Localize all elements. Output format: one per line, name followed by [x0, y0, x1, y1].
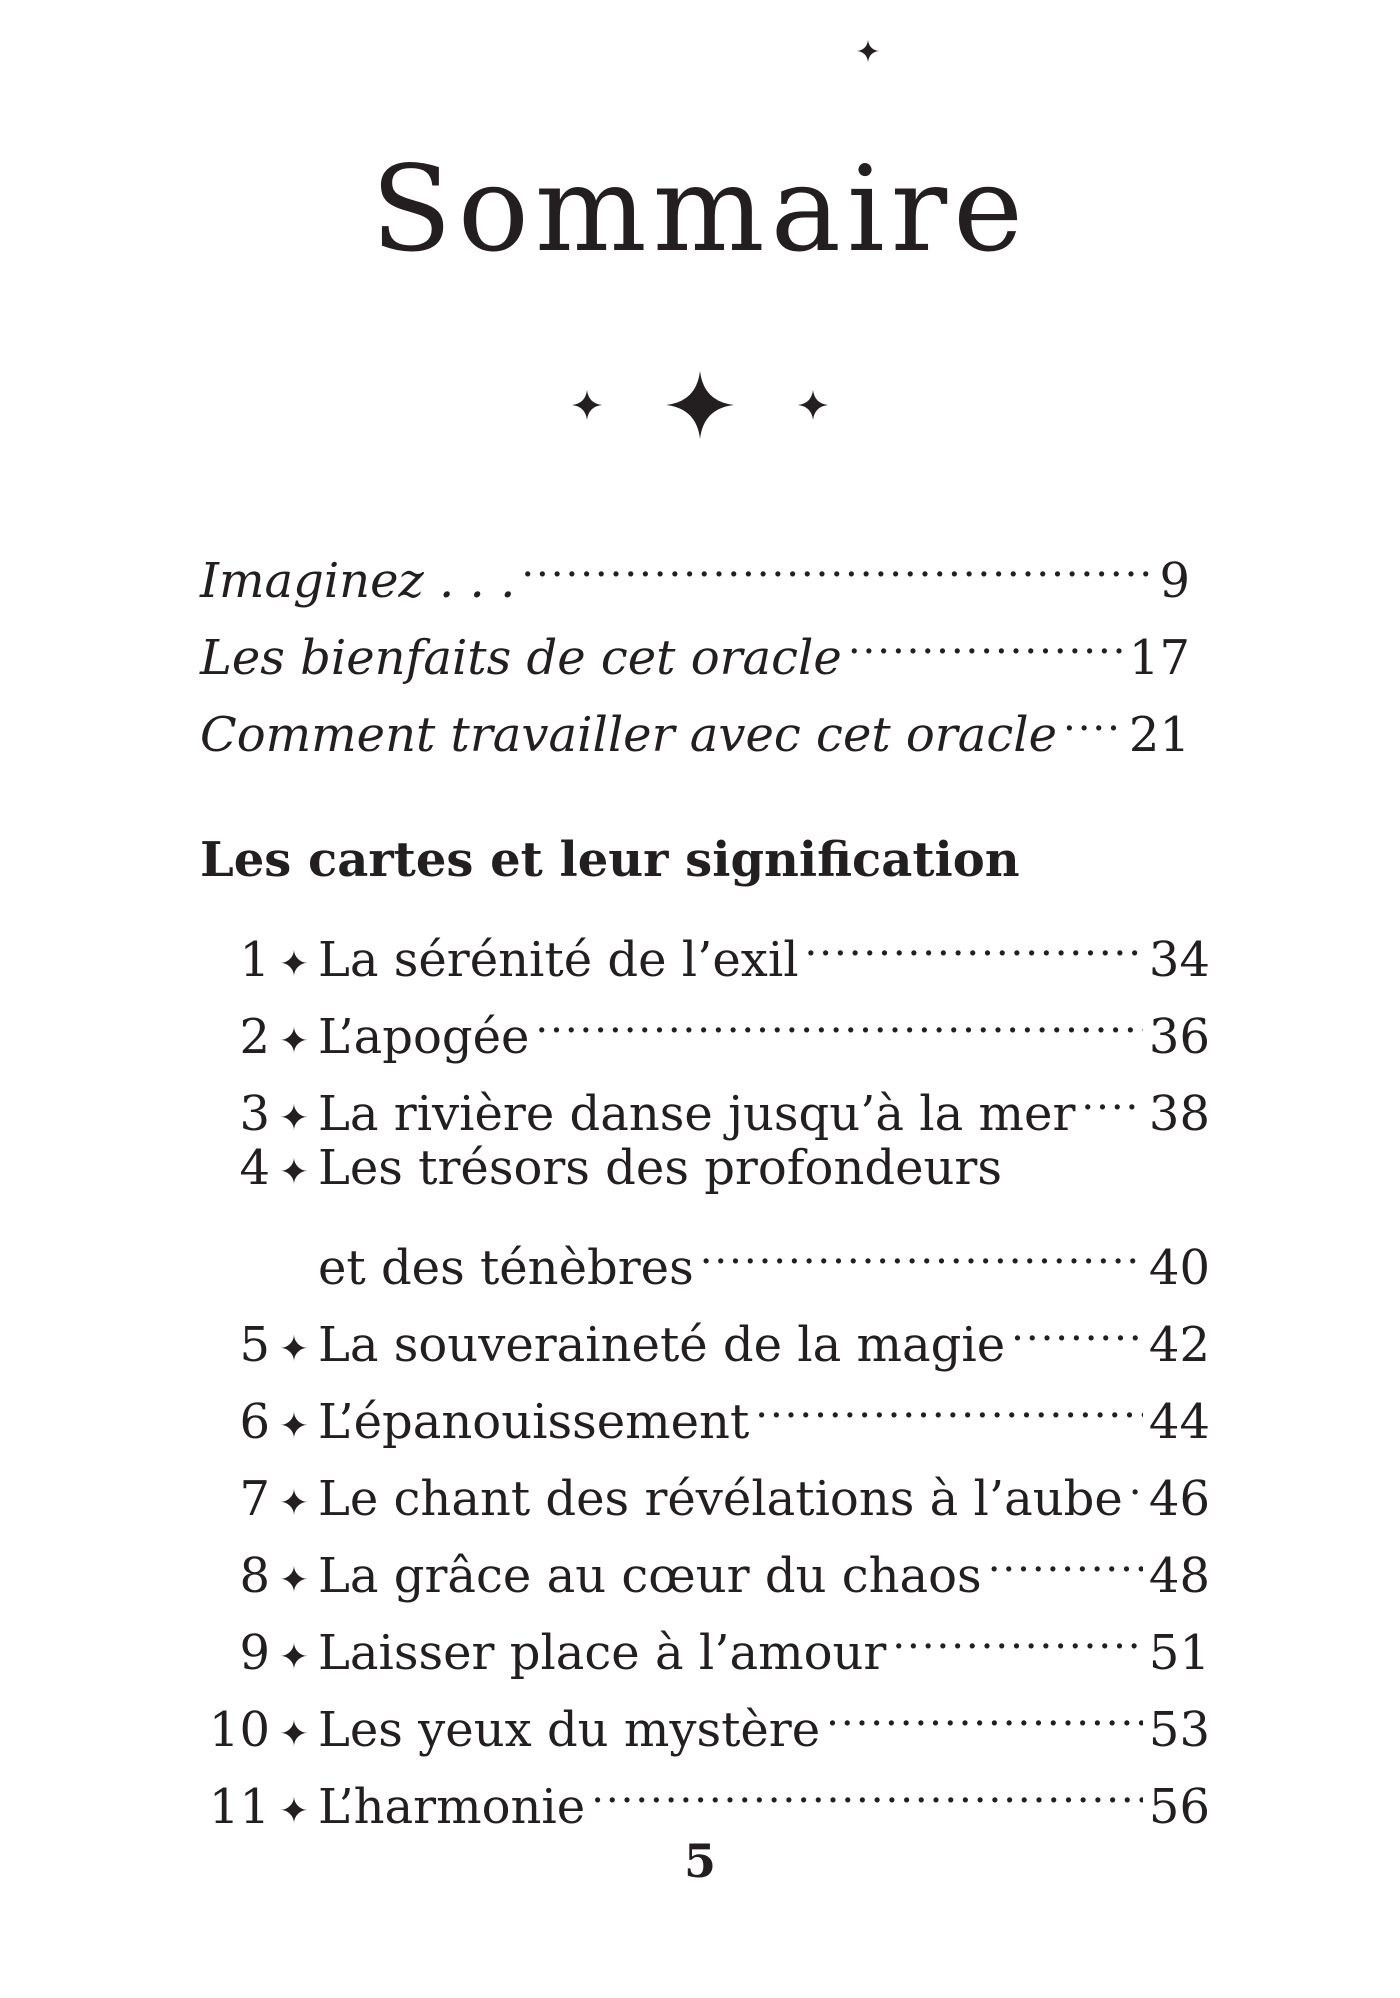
dot-leader — [805, 899, 1143, 976]
separator-star-icon: ✦ — [278, 1152, 310, 1193]
dot-leader — [1081, 1053, 1143, 1130]
card-title: L’épanouissement — [318, 1394, 750, 1450]
card-title: Les trésors des profondeurs — [318, 1140, 1002, 1196]
dot-leader — [535, 976, 1143, 1053]
small-star-icon — [798, 390, 828, 420]
card-page: 48 — [1148, 1548, 1210, 1604]
dot-leader — [700, 1207, 1143, 1284]
separator-star-icon: ✦ — [278, 1483, 310, 1524]
separator-star-icon: ✦ — [278, 1329, 310, 1370]
card-number: 6 — [239, 1394, 270, 1450]
card-entry-continuation[interactable] — [200, 1207, 1210, 1296]
card-page: 36 — [1148, 1009, 1210, 1065]
card-title: Les yeux du mystère — [318, 1702, 821, 1758]
dot-leader — [755, 1361, 1143, 1438]
card-number: 7 — [239, 1471, 270, 1527]
toc-entry-label: Imaginez . . . — [200, 553, 516, 609]
dot-leader — [591, 1746, 1143, 1823]
card-title: L’apogée — [318, 1009, 530, 1065]
separator-star-icon: ✦ — [278, 1791, 310, 1832]
section-heading: Les cartes et leur signification — [200, 832, 1020, 888]
card-page: 34 — [1148, 932, 1210, 988]
title-block — [0, 140, 1400, 278]
toc-entry-page: 9 — [1159, 553, 1190, 609]
card-page: 44 — [1148, 1394, 1210, 1450]
card-title: La rivière danse jusqu’à la mer — [318, 1086, 1076, 1142]
separator-star-icon: ✦ — [278, 944, 310, 985]
star-ornament — [0, 370, 1400, 440]
large-star-icon — [666, 371, 734, 439]
card-number: 10 — [208, 1702, 270, 1758]
card-page: 38 — [1148, 1086, 1210, 1142]
card-number: 1 — [239, 932, 270, 988]
card-entry[interactable] — [200, 899, 1210, 988]
card-number: 3 — [239, 1086, 270, 1142]
small-star-icon — [572, 390, 602, 420]
separator-star-icon: ✦ — [278, 1098, 310, 1139]
card-number: 5 — [239, 1317, 270, 1373]
card-title: La sérénité de l’exil — [318, 932, 799, 988]
intro-toc — [200, 520, 1190, 763]
cards-toc — [200, 899, 1210, 1835]
card-title: Le chant des révélations à l’aube — [318, 1471, 1123, 1527]
dot-leader — [1063, 674, 1123, 751]
toc-entry-page: 21 — [1128, 707, 1190, 763]
card-number: 4 — [239, 1140, 270, 1196]
dot-leader — [826, 1669, 1143, 1746]
separator-star-icon: ✦ — [278, 1637, 310, 1678]
card-page: 53 — [1148, 1702, 1210, 1758]
card-title: La souveraineté de la magie — [318, 1317, 1006, 1373]
toc-entry-label: Comment travailler avec cet oracle — [200, 707, 1057, 763]
card-number: 8 — [239, 1548, 270, 1604]
dot-leader — [1011, 1284, 1143, 1361]
card-number: 2 — [239, 1009, 270, 1065]
separator-star-icon: ✦ — [278, 1021, 310, 1062]
page-number: 5 — [683, 1834, 716, 1888]
dot-leader — [988, 1515, 1143, 1592]
card-page: 56 — [1148, 1779, 1210, 1835]
card-number: 9 — [239, 1625, 270, 1681]
card-number: 11 — [208, 1779, 270, 1835]
toc-entry[interactable] — [200, 520, 1190, 609]
card-page: 46 — [1148, 1471, 1210, 1527]
toc-entry-label: Les bienfaits de cet oracle — [200, 630, 842, 686]
dot-leader — [892, 1592, 1143, 1669]
dot-leader — [848, 597, 1123, 674]
card-title: La grâce au cœur du chaos — [318, 1548, 982, 1604]
separator-star-icon: ✦ — [278, 1406, 310, 1447]
card-page: 42 — [1148, 1317, 1210, 1373]
toc-entry-page: 17 — [1128, 630, 1190, 686]
page-title: Sommaire — [371, 140, 1029, 278]
title-star-icon — [857, 40, 879, 62]
card-page: 40 — [1148, 1240, 1210, 1296]
card-title: L’harmonie — [318, 1779, 586, 1835]
dot-leader — [521, 520, 1153, 597]
card-title: Laisser place à l’amour — [318, 1625, 887, 1681]
card-page: 51 — [1148, 1625, 1210, 1681]
card-title-continuation: et des ténèbres — [318, 1240, 694, 1296]
dot-leader — [1129, 1438, 1143, 1515]
separator-star-icon: ✦ — [278, 1560, 310, 1601]
separator-star-icon: ✦ — [278, 1714, 310, 1755]
